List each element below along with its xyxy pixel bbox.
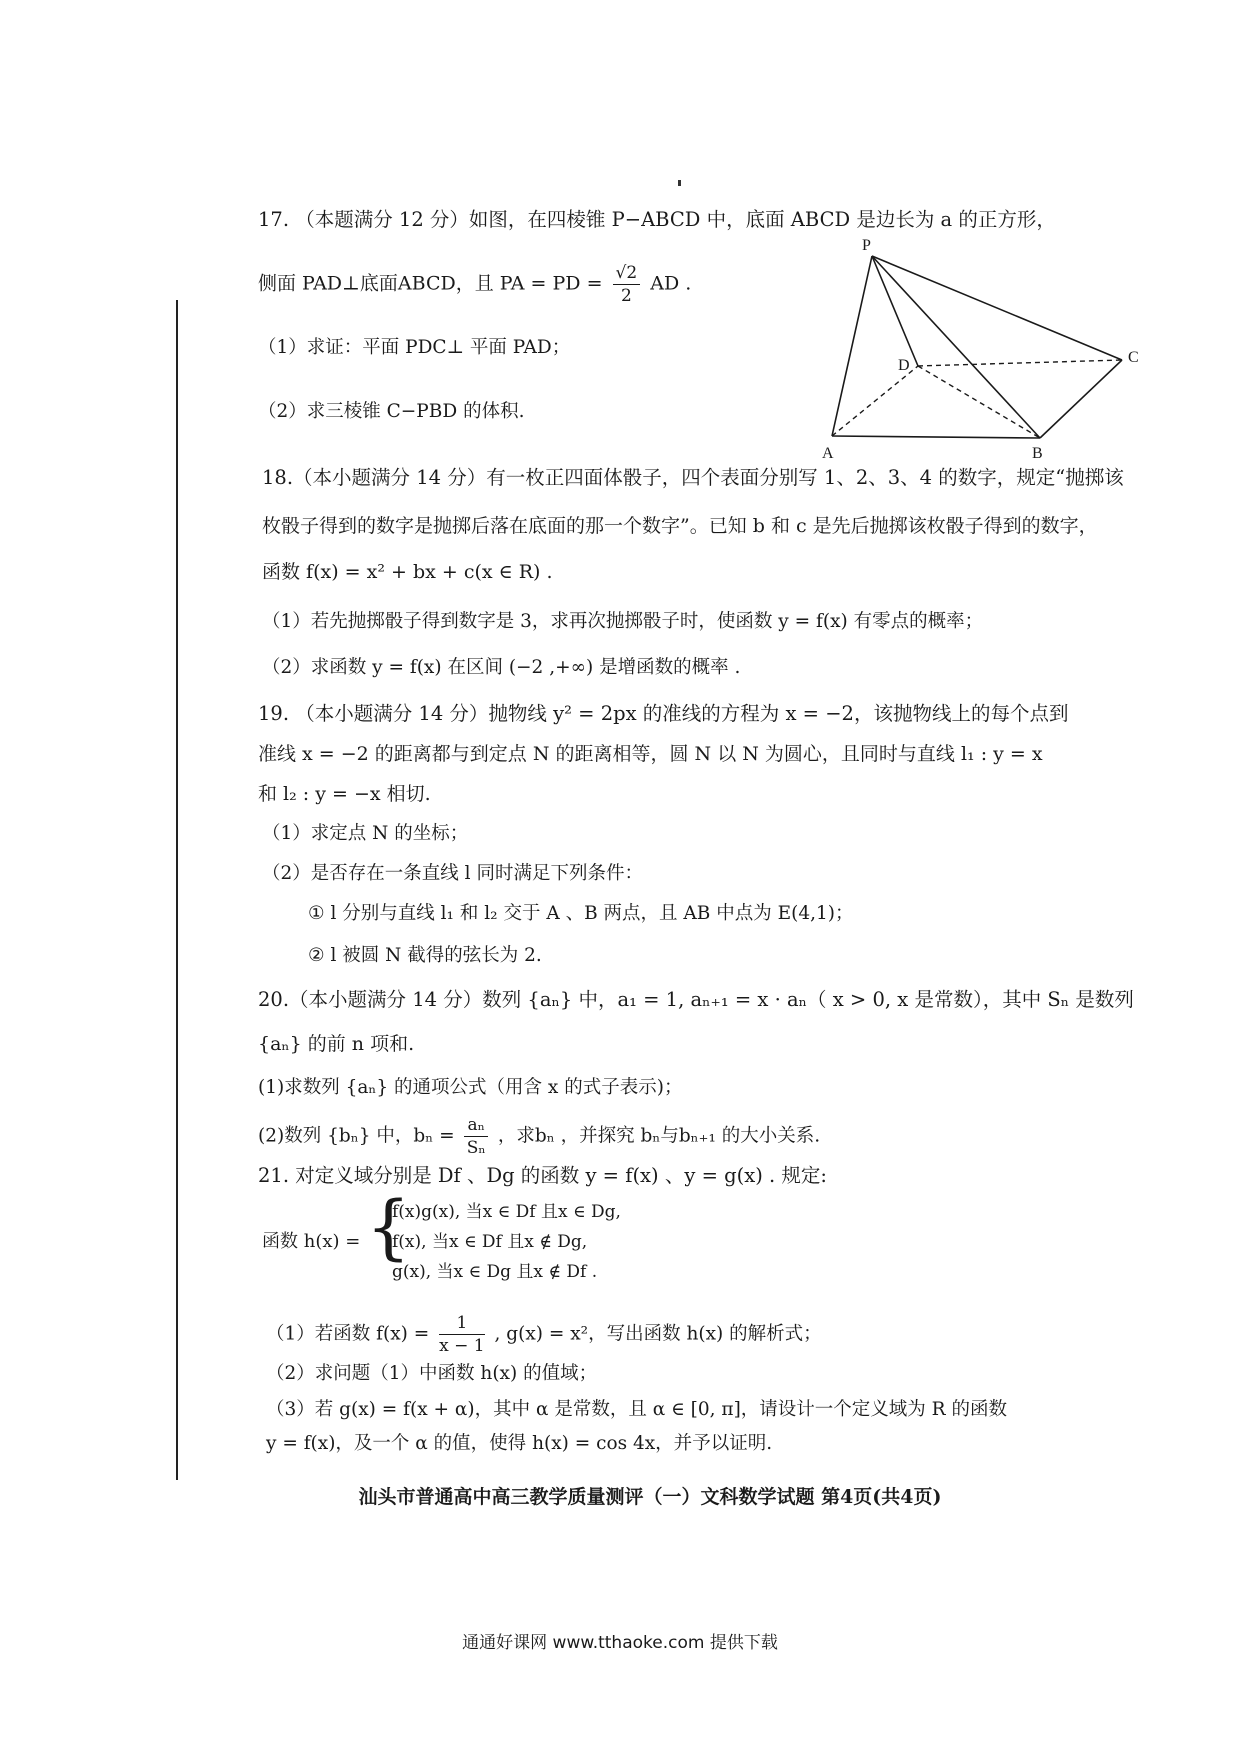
q21-part3b: y = f(x)，及一个 α 的值，使得 h(x) = cos 4x，并予以证明.	[266, 1433, 773, 1454]
label-p: P	[862, 237, 871, 254]
edge-pb	[872, 256, 1040, 438]
piecewise-brace: {	[366, 1186, 411, 1268]
q17-line1: 17. （本题满分 12 分）如图，在四棱锥 P−ABCD 中，底面 ABCD 是边长为 a 的正方形，	[258, 208, 1056, 231]
edge-db-hidden	[918, 366, 1040, 438]
q20-part1: (1)求数列 {aₙ} 的通项公式（用含 x 的式子表示)；	[258, 1077, 683, 1098]
q21-part2: （2）求问题（1）中函数 h(x) 的值域；	[266, 1363, 598, 1384]
q17-line2	[258, 262, 691, 307]
q19-part1: （1）求定点 N 的坐标；	[262, 823, 469, 844]
q21-piece3: g(x), 当x ∈ Dg 且x ∉ Df .	[392, 1262, 598, 1282]
q20-line1: 20.（本小题满分 14 分）数列 {aₙ} 中，a₁ = 1, aₙ₊₁ = x · aₙ（ x > 0, x 是常数），其中 Sₙ 是数列	[258, 988, 1134, 1011]
q17-frac-num: √2	[613, 262, 641, 285]
q20-part2-pre: (2)数列 {bₙ} 中，bₙ =	[258, 1125, 455, 1147]
q17-part2: （2）求三棱锥 C−PBD 的体积.	[258, 401, 525, 422]
q20-part2	[258, 1114, 820, 1159]
q19-cond1: ① l 分别与直线 l₁ 和 l₂ 交于 A 、B 两点，且 AB 中点为 E(4,1)；	[308, 903, 854, 924]
q17-part1: （1）求证：平面 PDC⊥ 平面 PAD；	[258, 337, 571, 358]
q19-cond2: ② l 被圆 N 截得的弦长为 2.	[308, 945, 542, 966]
q19-line3: 和 l₂ : y = −x 相切.	[258, 783, 431, 805]
q21-line1: 21. 对定义域分别是 Df 、Dg 的函数 y = f(x) 、y = g(x) . 规定:	[258, 1164, 827, 1187]
q21-piece1: f(x)g(x), 当x ∈ Df 且x ∈ Dg,	[392, 1202, 621, 1222]
q19-line2: 准线 x = −2 的距离都与到定点 N 的距离相等，圆 N 以 N 为圆心，且同时与直线 l₁ : y = x	[258, 743, 1043, 765]
q17-line2-post: AD .	[650, 272, 692, 295]
exam-footer: 汕头市普通高中高三教学质量测评（一）文科数学试题 第4页(共4页)	[358, 1486, 942, 1508]
edge-ab	[832, 436, 1040, 438]
pyramid-figure	[820, 236, 1150, 466]
q18-line1: 18.（本小题满分 14 分）有一枚正四面体骰子，四个表面分别写 1、2、3、4 的数字，规定“抛掷该	[262, 466, 1124, 489]
q17-frac-den: 2	[620, 286, 632, 306]
label-a: A	[822, 445, 834, 462]
q18-part2: （2）求函数 y = f(x) 在区间 (−2 ,+∞) 是增函数的概率 .	[262, 657, 741, 678]
edge-bc	[1040, 360, 1122, 438]
q21-piecewise-lhs: 函数 h(x) =	[262, 1231, 361, 1252]
label-d: D	[898, 357, 910, 374]
q21-frac-den: x − 1	[439, 1336, 485, 1356]
q21-part1-post: , g(x) = x²，写出函数 h(x) 的解析式；	[494, 1323, 822, 1345]
source-credit: 通通好课网 www.tthaoke.com 提供下载	[462, 1633, 778, 1653]
margin-rule	[176, 300, 178, 1480]
q21-part1-pre: （1）若函数 f(x) =	[266, 1323, 430, 1345]
q20-line2: {aₙ} 的前 n 项和.	[258, 1033, 415, 1055]
q20-part2-post: ，求bₙ ，并探究 bₙ与bₙ₊₁ 的大小关系.	[497, 1125, 821, 1147]
q18-line3: 函数 f(x) = x² + bx + c(x ∈ R) .	[262, 561, 553, 583]
q21-frac-num: 1	[439, 1312, 484, 1335]
q17-line2-pre: 侧面 PAD⊥底面ABCD，且 PA = PD =	[258, 272, 603, 295]
q19-line1: 19. （本小题满分 14 分）抛物线 y² = 2px 的准线的方程为 x = −2，该抛物线上的每个点到	[258, 702, 1069, 725]
q18-line2: 枚骰子得到的数字是抛掷后落在底面的那一个数字”。已知 b 和 c 是先后抛掷该枚骰子得到的数字，	[262, 515, 1098, 537]
q21-part3a: （3）若 g(x) = f(x + α)，其中 α 是常数，且 α ∈ [0, π]，请设计一个定义域为 R 的函数	[266, 1399, 1007, 1420]
q17-fraction	[613, 262, 641, 307]
q21-fraction	[439, 1312, 484, 1357]
q21-piece2: f(x), 当x ∈ Df 且x ∉ Dg,	[392, 1232, 588, 1252]
scan-speck	[678, 180, 681, 186]
q18-part1: （1）若先抛掷骰子得到数字是 3，求再次抛掷骰子时，使函数 y = f(x) 有零点的概率；	[262, 611, 984, 632]
q19-part2: （2）是否存在一条直线 l 同时满足下列条件：	[262, 863, 643, 884]
q20-frac-den: Sₙ	[466, 1138, 486, 1158]
q20-fraction	[464, 1114, 488, 1159]
q21-part1	[266, 1312, 822, 1357]
q20-frac-num: aₙ	[464, 1114, 488, 1137]
edge-dc-hidden	[918, 360, 1122, 366]
edge-pa	[832, 256, 872, 436]
label-b: B	[1032, 445, 1043, 462]
label-c: C	[1128, 349, 1139, 366]
